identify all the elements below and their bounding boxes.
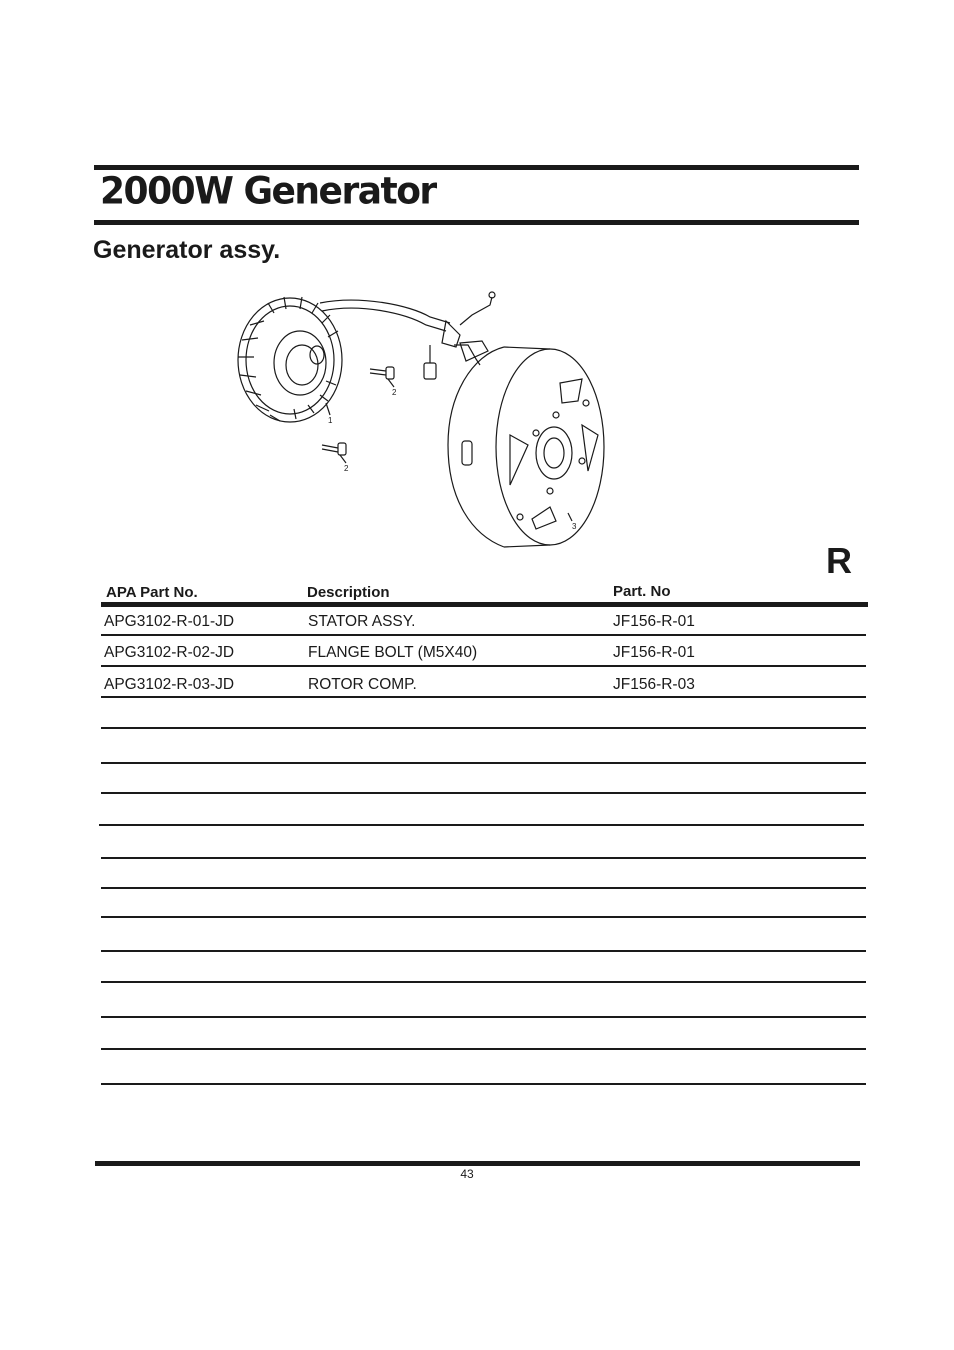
description-cell: FLANGE BOLT (M5X40) [308,644,478,661]
callout-1: 1 [328,416,333,425]
page-number: 43 [460,1167,474,1181]
row-divider [101,1048,866,1050]
description-cell: ROTOR COMP. [308,676,417,693]
apa-part-no-cell: APG3102-R-03-JD [104,676,235,693]
row-divider [101,727,866,729]
table-header-rule [101,602,868,607]
section-letter: R [826,540,852,581]
part-no-cell: JF156-R-01 [613,613,695,630]
row-divider [101,762,866,764]
column-header-apa-part-no: APA Part No. [106,584,198,601]
row-divider [99,824,864,826]
footer-rule [95,1161,860,1166]
column-header-description: Description [307,584,390,601]
row-divider [101,634,866,636]
apa-part-no-cell: APG3102-R-02-JD [104,644,235,661]
row-divider [101,916,866,918]
callout-2-upper: 2 [392,388,397,397]
apa-part-no-cell: APG3102-R-01-JD [104,613,235,630]
title-bottom-rule [94,220,859,225]
callout-2-lower: 2 [344,464,349,473]
column-header-part-no: Part. No [613,583,671,600]
stator-drawing [238,292,495,422]
section-subtitle: Generator assy. [93,236,281,264]
row-divider [101,887,866,889]
flange-bolt-upper-drawing [370,367,394,379]
row-divider [101,696,866,698]
row-divider [101,1083,866,1085]
row-divider [101,792,866,794]
flange-bolt-lower-drawing [322,443,346,455]
part-no-cell: JF156-R-01 [613,644,695,661]
row-divider [101,665,866,667]
row-divider [101,1016,866,1018]
callout-3: 3 [572,522,577,531]
row-divider [101,950,866,952]
page-title: 2000W Generator [100,170,436,214]
row-divider [101,857,866,859]
exploded-parts-diagram [210,285,630,550]
description-cell: STATOR ASSY. [308,613,416,630]
rotor-drawing [448,347,604,547]
row-divider [101,981,866,983]
part-no-cell: JF156-R-03 [613,676,695,693]
